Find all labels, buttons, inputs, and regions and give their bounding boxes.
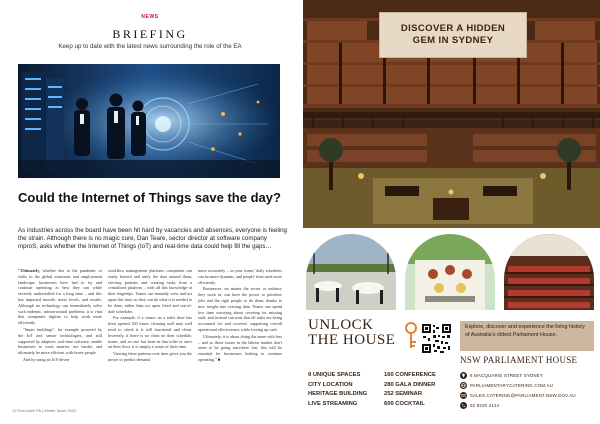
feature-item: CITY LOCATION xyxy=(308,381,353,388)
unlock-line-2: THE HOUSE xyxy=(308,332,396,348)
page-footer: 12 Executive PA | Winter Issue 2022 xyxy=(12,408,77,413)
qr-code[interactable] xyxy=(420,322,453,355)
phone-icon xyxy=(460,402,467,409)
paragraph-text: more accurately – so your teams' daily schedules can be more dynamic, and people' time used more efficiently. xyxy=(198,268,282,285)
features-list xyxy=(308,371,396,409)
article-intro: As industries across the board have been hit hard by vacancies and absences, everyone is feeling the strain. Although there is no magic cure, Dan Teare, sector director at software company mproS, asks whether the Internet of Things (IoT) and real-time data could help fill the gaps… xyxy=(18,227,287,251)
feature-item: 9 UNIQUE SPACES xyxy=(308,372,361,378)
paragraph-lead: "Ultimately, xyxy=(18,268,40,273)
venue-photo-event xyxy=(306,234,396,310)
paragraph xyxy=(108,315,192,350)
contact-text: PARLIAMENTARYCATERING.COM.AU xyxy=(470,382,554,388)
paragraph-text: workflow management platform, companies can easily harvest and unify the data around them, viewing patterns and creating tasks from a centralised platform – with all this knowledge at their fingertips. Teams can instantly view and act upon this data, so they can do what it is needed to be done, rather than act upon fixed and out-of-date schedules. xyxy=(108,268,192,314)
advert-page xyxy=(300,0,600,424)
paragraph xyxy=(198,334,282,363)
contact-text: SALES.CATERING@PARLIAMENT.NSW.GOV.AU xyxy=(470,392,576,398)
feature-item: LIVE STREAMING xyxy=(308,400,358,407)
unlock-line-1: UNLOCK xyxy=(308,317,374,333)
capacity-item: 280 GALA DINNER xyxy=(384,381,436,388)
paragraph-text: Ultimately, it is about doing the more with less – and so those issues in the labour market don't seem to be going anywhere fast, this will be essential for businesses looking to continue operating." ■ xyxy=(198,333,282,362)
article-column-3 xyxy=(198,268,282,364)
venue-photos xyxy=(306,234,594,310)
section-kicker: NEWS xyxy=(141,14,159,20)
capacity-item: 600 COCKTAIL xyxy=(384,400,425,407)
feature-item: HERITAGE BUILDING xyxy=(308,391,368,397)
contact-text: 02 9230 2124 xyxy=(470,402,500,408)
contact-list xyxy=(460,370,594,410)
venue-photo-chamber xyxy=(504,234,594,310)
venue-photo-canapes xyxy=(405,234,495,310)
paragraph xyxy=(198,268,282,285)
key-icon xyxy=(404,322,418,350)
paragraph xyxy=(18,327,102,356)
capacity-item: 252 SEMINAR xyxy=(384,391,423,397)
paragraph-text: For example, if a sensor on a toilet door has been opened 100 times, cleaning staff may well need to check it is still functional and clean. Inversely, if there is no clean on their schedule, teams, and no one has been in that toilet or once on their floor, it is simply a waste of their time. xyxy=(108,315,192,350)
paragraph-text: And by using an IoT-driven xyxy=(23,356,70,362)
section-subtitle: Keep up to date with the latest news surrounding the role of the EA xyxy=(58,43,242,50)
paragraph-text: Businesses, no matter the sector or industry they work in, can have the power to prioritise jobs and the right people to do them, thanks to new insight into existing data. Teams can spend less time worrying about covering for missing staff, and instead can trust that all tasks are being accounted for and covered, supporting overall operational effectiveness while freeing up cash. xyxy=(198,286,282,332)
contact-phone[interactable] xyxy=(460,400,594,410)
email-icon xyxy=(460,392,467,399)
discover-banner xyxy=(379,12,527,58)
paragraph-text: Viewing these patterns over time gives you the power to predict demand, xyxy=(108,351,192,362)
venue-tagline: Explore, discover and experience the living history of Australia's oldest Parliament House. xyxy=(460,321,594,351)
paragraph-text: "Smart buildings", for example powered by the IoT and sensor technologies, and still supported by adaptive, real-time software, enable businesses to work smarter, not harder, and ultimately be more efficient with fewer people. xyxy=(18,326,102,356)
capacity-item: 160 CONFERENCE xyxy=(384,372,436,378)
contact-email[interactable] xyxy=(460,390,594,400)
library-photo xyxy=(303,0,600,228)
paragraph xyxy=(108,268,192,314)
article-column-1 xyxy=(18,268,102,364)
paragraph xyxy=(18,357,102,363)
contact-text: 6 MACQUARIE STREET SYDNEY xyxy=(470,372,543,378)
paragraph xyxy=(108,351,192,363)
contact-website[interactable] xyxy=(460,380,594,390)
section-title: BRIEFING xyxy=(112,27,188,41)
discover-banner-text: DISCOVER A HIDDEN GEM IN SYDNEY xyxy=(400,23,506,46)
paragraph xyxy=(198,286,282,332)
article-column-2 xyxy=(108,268,192,364)
location-pin-icon xyxy=(460,372,467,379)
globe-icon xyxy=(460,382,467,389)
contact-address[interactable] xyxy=(460,370,594,380)
venue-name: NSW PARLIAMENT HOUSE xyxy=(460,355,578,365)
hero-image xyxy=(18,64,280,178)
unlock-heading xyxy=(308,318,412,348)
capacity-list xyxy=(384,371,458,409)
paragraph xyxy=(18,268,102,326)
article-headline: Could the Internet of Things save the day? xyxy=(18,190,281,205)
paragraph-text: whether due to the pandemic or shifts in the global economic and employment landscape, businesses have had to try and continue operating as best they can while severely understaffed for a long time – and this has impacted morale, stress levels, and results. Although no technology can immediately solve such endemic, infrastructural problems, it is vital that companies digitise to help work more efficiently. xyxy=(18,268,102,326)
